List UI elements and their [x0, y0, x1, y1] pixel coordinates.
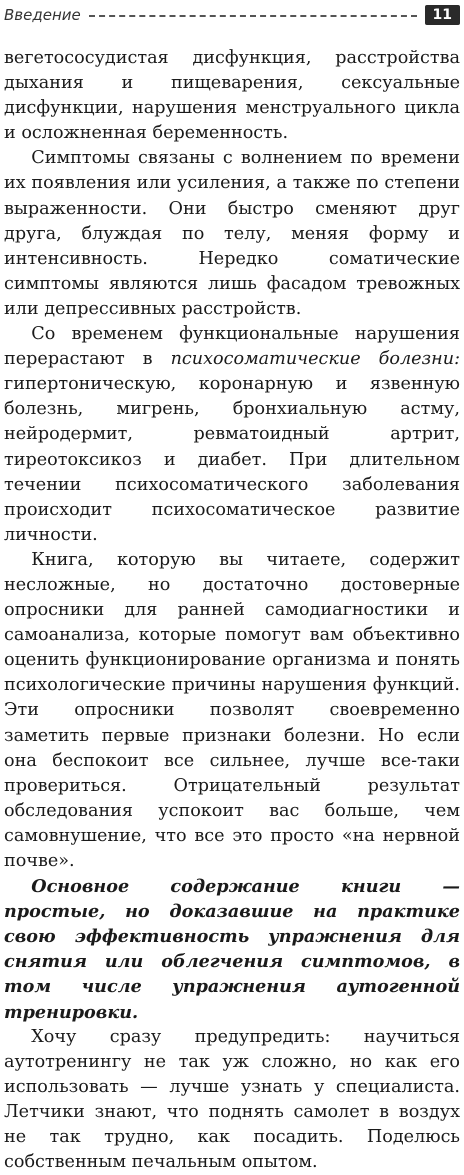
- body-text: [4, 46, 460, 1175]
- psychosomatic-term: психосоматические болезни:: [170, 349, 461, 370]
- paragraph-3-text-a: Со временем функциональные нарушения перерастают в: [4, 324, 460, 370]
- paragraph-1: вегетососудистая дисфункция, расстройства дыхания и пищеварения, сексуальные дисфункции, нарушения менструального цикла и осложненная беременность.: [4, 48, 460, 144]
- section-title: Введение: [4, 6, 81, 24]
- running-header: [4, 4, 460, 26]
- header-dashed-rule: [89, 15, 417, 17]
- paragraph-4: Книга, которую вы читаете, содержит несложные, но достаточно достоверные опросники для ранней самодиагностики и самоанализа, которые помогут вам объективно оценить функционирование организма и понять психологические причины нарушения функций. Эти опросники позволят своевременно заметить первые признаки болезни. Но если она беспокоит все сильнее, лучше все-таки провериться. Отрицательный результат обследования успокоит вас больше, чем самовнушение, что все это просто «на нервной почве».: [4, 549, 460, 871]
- paragraph-2: Симптомы связаны с волнением по времени их появления или усиления, а также по степени выраженности. Они быстро сменяют друг друга, блуждая по телу, меняя форму и интенсивность. Нередко соматические симптомы являются лишь фасадом тревожных или депрессивных расстройств.: [4, 148, 460, 319]
- paragraph-3: [4, 322, 460, 548]
- page-number: 11: [425, 5, 460, 25]
- paragraph-6: Хочу сразу предупредить: научиться аутотренингу не так уж сложно, но как его использовать — лучше узнать у специалиста. Летчики знают, что поднять самолет в воздух не так трудно, как посадить. Поделюсь собственным печальным опытом.: [4, 1026, 460, 1173]
- paragraph-3-text-b: гипертоническую, коронарную и язвенную болезнь, мигрень, бронхиальную астму, нейродермит, ревматоидный артрит, тиреотоксикоз и диабет. При длительном течении психосоматического заболевания происходит психосоматическое развитие личности.: [4, 374, 460, 545]
- paragraph-5-highlight: Основное содержание книги — простые, но доказавшие на практике свою эффективность упражнения для снятия или облегчения симптомов, в том числе упражнения аутогенной тренировки.: [4, 876, 460, 1023]
